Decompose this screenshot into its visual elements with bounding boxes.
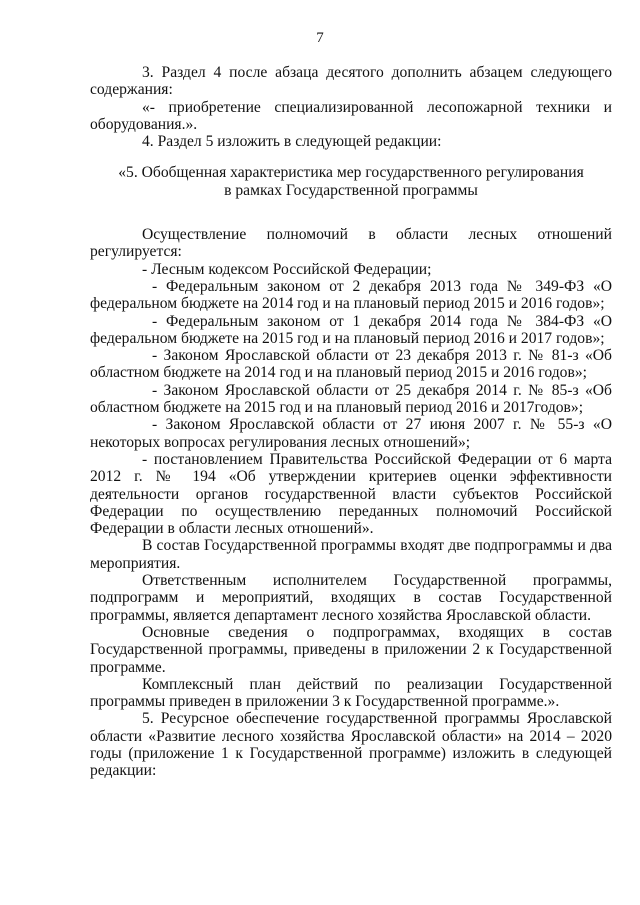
document-page <box>90 64 612 780</box>
page-number: 7 <box>316 30 324 46</box>
body-item-regional-law-85: - Законом Ярославской области от 25 декабря 2014 г. № 85-з «Об областном бюджете на 2015 год и на плановый период 2016 и 2017годов»; <box>90 381 612 417</box>
body-item-government-decree-194: - постановлением Правительства Российской Федерации от 6 марта 2012 г. № 194 «Об утверждении критериев оценки эффективности деятельности органов государственной власти субъектов Российской Федерации по осуществлению переданных полномочий Российской Федерации в области лесных отношений». <box>90 450 612 538</box>
section-heading-line-1: «5. Обобщенная характеристика мер государственного регулирования <box>118 164 584 182</box>
body-item-federal-law-349: - Федеральным законом от 2 декабря 2013 года № 349-ФЗ «О федеральном бюджете на 2014 год и на плановый период 2015 и 2016 годов»; <box>90 277 612 313</box>
body-paragraph-resource-provision: 5. Ресурсное обеспечение государственной программы Ярославской области «Развитие лесного хозяйства Ярославской области» на 2014 – 2020 годы (приложение 1 к Государственной программе) изложить в следующей редакции: <box>90 710 612 780</box>
body-paragraph-intro: Осуществление полномочий в области лесных отношений регулируется: <box>90 226 612 261</box>
body-paragraph-action-plan: Комплексный план действий по реализации Государственной программы приведен в приложении 3 к Государственной программе.». <box>90 675 612 711</box>
section-heading <box>90 164 612 199</box>
body-item-forest-code: - Лесным кодексом Российской Федерации; <box>142 260 432 278</box>
body-paragraph-responsible-executor: Ответственным исполнителем Государственной программы, подпрограмм и мероприятий, входящих в состав Государственной программы, является департамент лесного хозяйства Ярославской области. <box>90 572 612 624</box>
body-item-regional-law-81: - Законом Ярославской области от 23 декабря 2013 г. № 81-з «Об областном бюджете на 2014 год и на плановый период 2015 и 2016 годов»; <box>90 347 612 382</box>
paragraph-section-4-amendment: 3. Раздел 4 после абзаца десятого дополнить абзацем следующего содержания: <box>90 64 612 99</box>
paragraph-quoted-addition: «- приобретение специализированной лесопожарной техники и оборудования.». <box>90 98 612 133</box>
body-item-regional-law-55: - Законом Ярославской области от 27 июня 2007 г. № 55-з «О некоторых вопросах регулирования лесных отношений»; <box>90 416 612 451</box>
body-paragraph-subprogram-info: Основные сведения о подпрограммах, входящих в состав Государственной программы, приведены в приложении 2 к Государственной программе. <box>90 623 612 676</box>
body-paragraph-program-composition: В состав Государственной программы входят две подпрограммы и два мероприятия. <box>90 537 612 572</box>
section-heading-line-2: в рамках Государственной программы <box>224 181 478 199</box>
paragraph-section-5-amendment: 4. Раздел 5 изложить в следующей редакции: <box>142 133 442 151</box>
body-item-federal-law-384: - Федеральным законом от 1 декабря 2014 года № 384-ФЗ «О федеральном бюджете на 2015 год и на плановый период 2016 и 2017 годов»; <box>90 312 612 347</box>
